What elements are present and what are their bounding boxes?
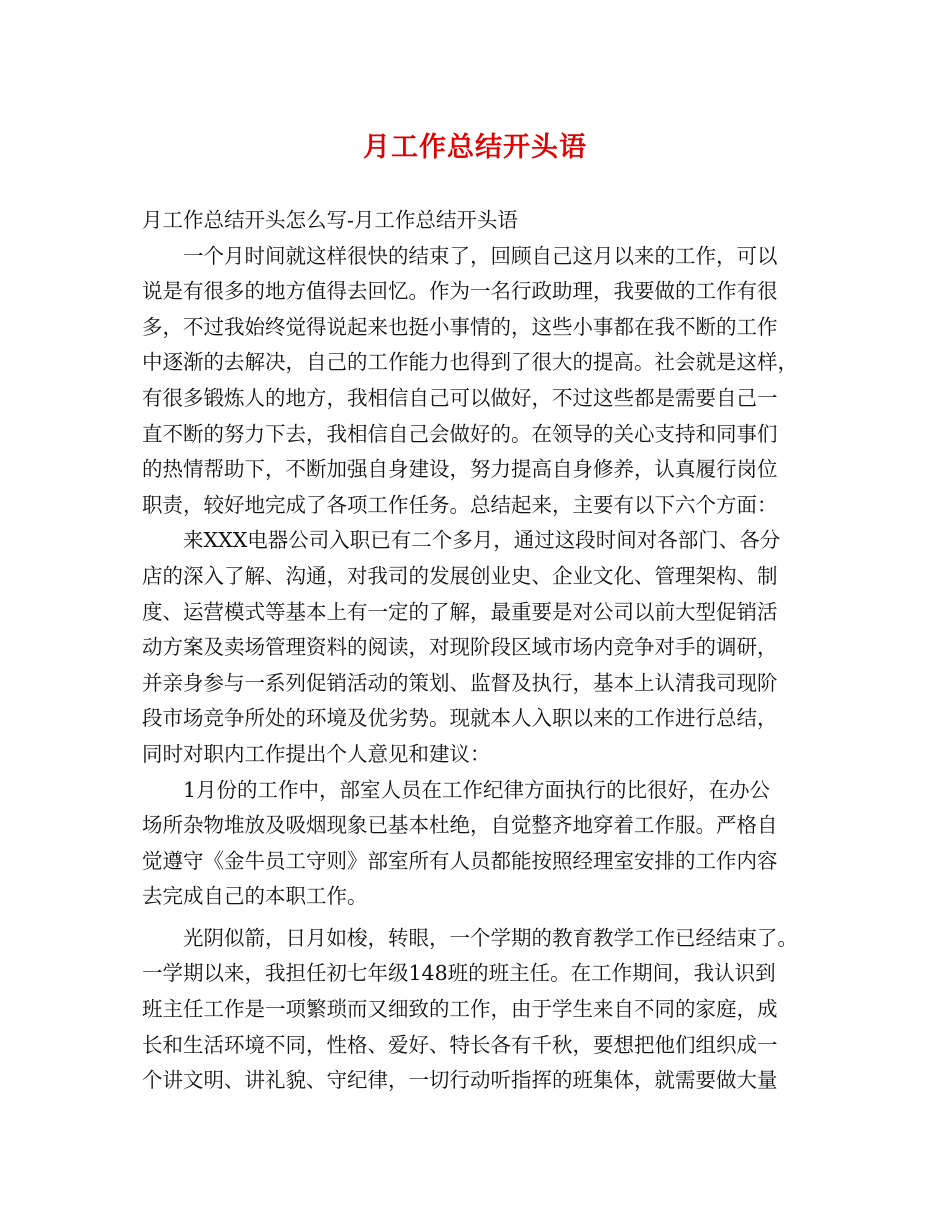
- paragraph-line: 并亲身参与一系列促销活动的策划、监督及执行，基本上认清我司现阶: [142, 670, 778, 695]
- paragraph-line: 个讲文明、讲礼貌、守纪律，一切行动听指挥的班集体，就需要做大量: [142, 1068, 778, 1093]
- paragraph-line: 直不断的努力下去，我相信自己会做好的。在领导的关心支持和同事们: [142, 421, 778, 446]
- paragraph-line: 一学期以来，我担任初七年级148班的班主任。在工作期间，我认识到: [142, 961, 776, 986]
- paragraph-line: 动方案及卖场管理资料的阅读，对现阶段区域市场内竞争对手的调研，: [142, 635, 778, 660]
- paragraph-line: 多，不过我始终觉得说起来也挺小事情的，这些小事都在我不断的工作: [142, 314, 778, 339]
- paragraph-line: 段市场竞争所处的环境及优劣势。现就本人入职以来的工作进行总结，: [142, 706, 778, 731]
- document-title: 月工作总结开头语: [363, 132, 587, 163]
- paragraph-line: 一个月时间就这样很快的结束了，回顾自己这月以来的工作，可以: [142, 243, 778, 268]
- paragraph-line: 度、运营模式等基本上有一定的了解，最重要是对公司以前大型促销活: [142, 599, 778, 624]
- paragraph-line: 来XXX电器公司入职已有二个多月，通过这段时间对各部门、各分: [142, 528, 781, 553]
- paragraph-line: 同时对职内工作提出个人意见和建议：: [142, 741, 491, 766]
- paragraph-line: 1月份的工作中，部室人员在工作纪律方面执行的比很好，在办公: [142, 777, 771, 802]
- paragraph-line: 的热情帮助下，不断加强自身建设，努力提高自身修养，认真履行岗位: [142, 457, 778, 482]
- document-body: [142, 203, 817, 1099]
- paragraph-line: 场所杂物堆放及吸烟现象已基本杜绝，自觉整齐地穿着工作服。严格自: [142, 813, 778, 838]
- paragraph-line: 光阴似箭，日月如梭，转眼，一个学期的教育教学工作已经结束了。: [142, 925, 798, 950]
- paragraph-line: 长和生活环境不同，性格、爱好、特长各有千秋，要想把他们组织成一: [142, 1032, 778, 1057]
- paragraph-line: 班主任工作是一项繁琐而又细致的工作，由于学生来自不同的家庭，成: [142, 997, 778, 1022]
- paragraph-line: 去完成自己的本职工作。: [142, 884, 368, 909]
- paragraph-line: 店的深入了解、沟通，对我司的发展创业史、企业文化、管理架构、制: [142, 563, 778, 588]
- paragraph-line: 中逐渐的去解决，自己的工作能力也得到了很大的提高。社会就是这样，: [142, 350, 798, 375]
- paragraph-line: 说是有很多的地方值得去回忆。作为一名行政助理，我要做的工作有很: [142, 279, 778, 304]
- subtitle-line: 月工作总结开头怎么写-月工作总结开头语: [142, 208, 518, 232]
- paragraph-line: 有很多锻炼人的地方，我相信自己可以做好，不过这些都是需要自己一: [142, 385, 778, 410]
- paragraph-line: 觉遵守《金牛员工守则》部室所有人员都能按照经理室安排的工作内容: [142, 848, 778, 873]
- paragraph-line: 职责，较好地完成了各项工作任务。总结起来，主要有以下六个方面：: [142, 492, 778, 517]
